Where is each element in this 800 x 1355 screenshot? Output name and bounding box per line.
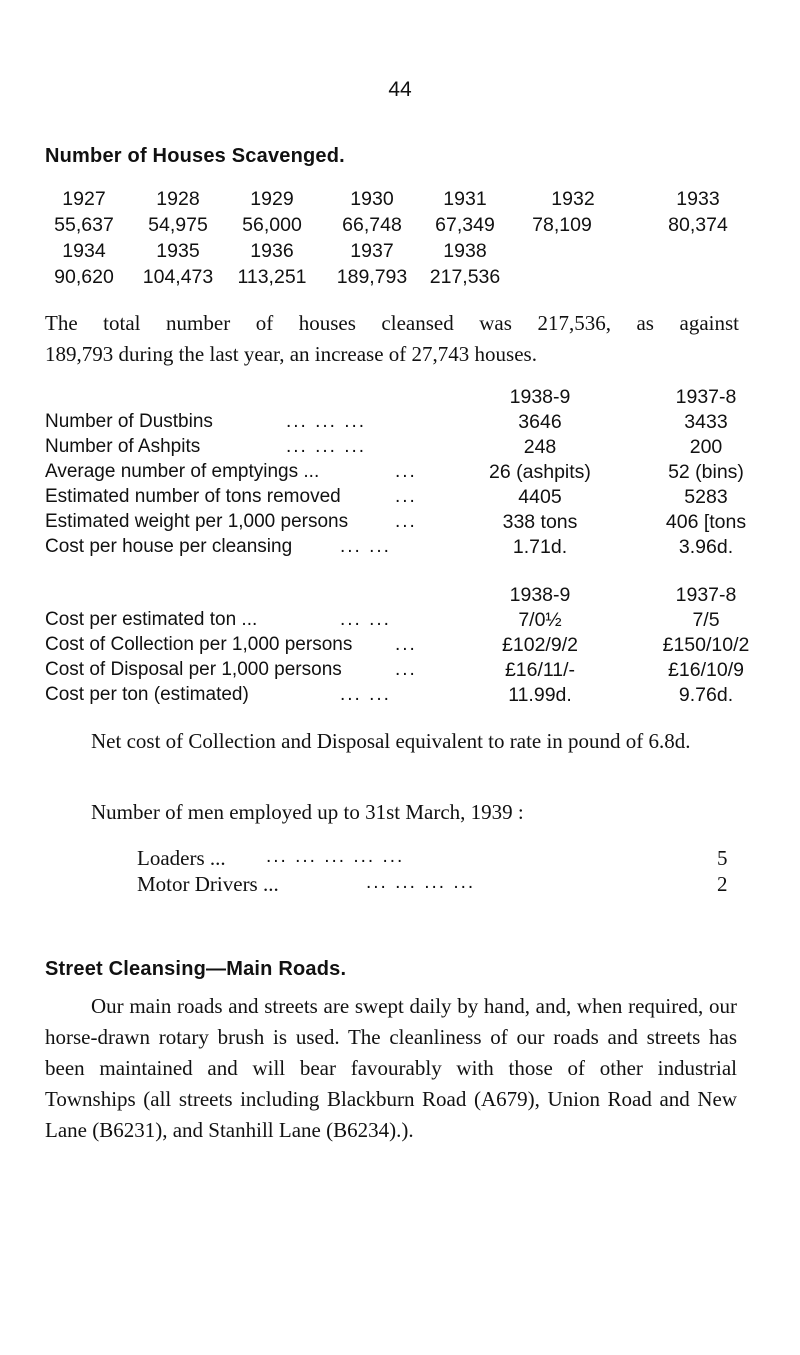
leader-dots: ... — [395, 634, 417, 655]
value-1937: £150/10/2 — [662, 634, 750, 656]
value-1937: 3.96d. — [678, 536, 734, 558]
row-label: Number of Ashpits — [45, 436, 201, 457]
column-header: 1937-8 — [675, 584, 737, 606]
value-1938: £102/9/2 — [502, 634, 578, 656]
houses-cell: 1933 — [676, 188, 720, 210]
houses-heading: Number of Houses Scavenged. — [45, 145, 345, 167]
row-label: Number of Dustbins — [45, 411, 213, 432]
value-1938: 11.99d. — [508, 684, 572, 706]
houses-summary-line2: 189,793 during the last year, an increase of 27,743 houses. — [45, 342, 537, 366]
row-label: Cost per ton (estimated) — [45, 684, 249, 705]
leader-dots: ... ... ... — [286, 411, 367, 432]
value-1937: £16/10/9 — [668, 659, 744, 681]
value-1938: £16/11/- — [504, 659, 576, 681]
leader-dots: ... — [395, 461, 417, 482]
houses-cell: 55,637 — [54, 214, 114, 236]
leader-dots: ... — [395, 511, 417, 532]
houses-cell: 1928 — [156, 188, 200, 210]
row-label: Cost of Collection per 1,000 persons — [45, 634, 353, 655]
houses-cell: 189,793 — [336, 266, 408, 288]
staff-count: 2 — [717, 872, 728, 896]
column-header: 1938-9 — [509, 386, 571, 408]
leader-dots: ... — [395, 486, 417, 507]
houses-cell: 90,620 — [54, 266, 114, 288]
value-1938: 26 (ashpits) — [489, 461, 591, 483]
houses-cell: 67,349 — [435, 214, 495, 236]
value-1938: 4405 — [518, 486, 562, 508]
net-cost-paragraph: Net cost of Collection and Disposal equivalent to rate in pound of 6.8d. — [91, 729, 691, 753]
value-1938: 3646 — [518, 411, 562, 433]
value-1937: 9.76d. — [678, 684, 734, 706]
houses-cell: 1938 — [443, 240, 487, 262]
value-1937: 3433 — [684, 411, 728, 433]
value-1937: 52 (bins) — [668, 461, 744, 483]
leader-dots: ... ... ... ... ... — [266, 846, 405, 867]
value-1938: 7/0½ — [518, 609, 562, 631]
column-header: 1938-9 — [509, 584, 571, 606]
value-1937: 406 [tons — [665, 511, 747, 533]
staff-label: Loaders ... — [137, 846, 226, 870]
houses-cell: 80,374 — [668, 214, 728, 236]
houses-cell: 1927 — [62, 188, 106, 210]
row-label: Average number of emptyings ... — [45, 461, 320, 482]
column-header: 1937-8 — [675, 386, 737, 408]
leader-dots: ... ... — [340, 609, 391, 630]
row-label: Cost per estimated ton ... — [45, 609, 258, 630]
men-employed-intro: Number of men employed up to 31st March, 1939 : — [91, 800, 524, 824]
houses-cell: 1929 — [250, 188, 294, 210]
value-1938: 338 tons — [502, 511, 578, 533]
value-1937: 200 — [689, 436, 723, 458]
houses-cell: 217,536 — [429, 266, 501, 288]
houses-cell: 1936 — [250, 240, 294, 262]
value-1938: 248 — [523, 436, 557, 458]
houses-summary-line1: The total number of houses cleansed was 217,536, as against — [45, 311, 739, 335]
houses-cell: 56,000 — [242, 214, 302, 236]
houses-cell: 104,473 — [142, 266, 214, 288]
houses-cell: 66,748 — [342, 214, 402, 236]
leader-dots: ... — [395, 659, 417, 680]
houses-cell: 1932 — [551, 188, 595, 210]
houses-cell: 78,109 — [532, 214, 592, 236]
staff-count: 5 — [717, 846, 728, 870]
row-label: Cost of Disposal per 1,000 persons — [45, 659, 342, 680]
leader-dots: ... ... — [340, 536, 391, 557]
staff-label: Motor Drivers ... — [137, 872, 279, 896]
value-1937: 5283 — [684, 486, 728, 508]
page-number: 44 — [388, 78, 412, 101]
row-label: Cost per house per cleansing — [45, 536, 293, 557]
houses-cell: 1930 — [350, 188, 394, 210]
houses-cell: 1937 — [350, 240, 394, 262]
leader-dots: ... ... ... ... — [366, 872, 476, 893]
houses-cell: 113,251 — [237, 266, 307, 288]
houses-cell: 1931 — [443, 188, 487, 210]
row-label: Estimated number of tons removed — [45, 486, 341, 507]
houses-cell: 1934 — [62, 240, 106, 262]
street-cleansing-heading: Street Cleansing—Main Roads. — [45, 958, 347, 980]
row-label: Estimated weight per 1,000 persons — [45, 511, 349, 532]
street-cleansing-paragraph: Our main roads and streets are swept daily by hand, and, when required, our horse-drawn rotary brush is used. The cleanliness of our roads and streets has been maintained and will bear favourably with those of other industrial Townships (all streets including Blackburn Road (A679), Union Road and New Lane (B6231), and Stanhill Lane (B6234).). — [45, 994, 737, 1142]
value-1937: 7/5 — [692, 609, 720, 631]
houses-cell: 54,975 — [148, 214, 208, 236]
value-1938: 1.71d. — [512, 536, 568, 558]
leader-dots: ... ... ... — [286, 436, 367, 457]
houses-cell: 1935 — [156, 240, 200, 262]
leader-dots: ... ... — [340, 684, 391, 705]
